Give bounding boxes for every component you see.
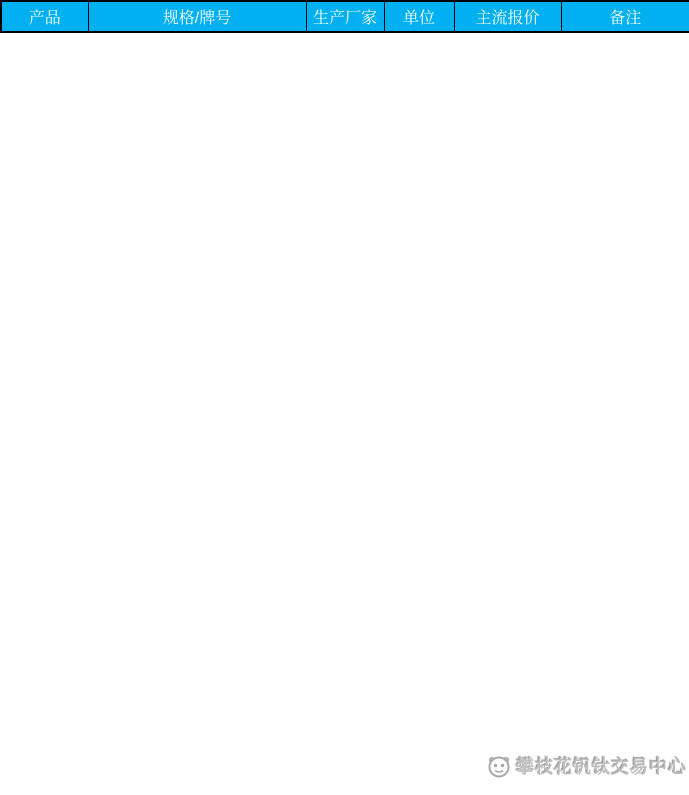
header-spec: 规格/牌号 — [88, 1, 306, 32]
watermark-panda-logo-icon — [486, 753, 512, 779]
header-note: 备注 — [561, 1, 689, 32]
header-price: 主流报价 — [454, 1, 561, 32]
header-vendor: 生产厂家 — [306, 1, 384, 32]
watermark-text: 攀枝花钒钛交易中心 — [516, 757, 687, 777]
watermark — [486, 748, 687, 784]
header-unit: 单位 — [384, 1, 454, 32]
header-row — [1, 1, 689, 32]
header-product: 产品 — [1, 1, 88, 32]
price-table — [0, 0, 689, 33]
